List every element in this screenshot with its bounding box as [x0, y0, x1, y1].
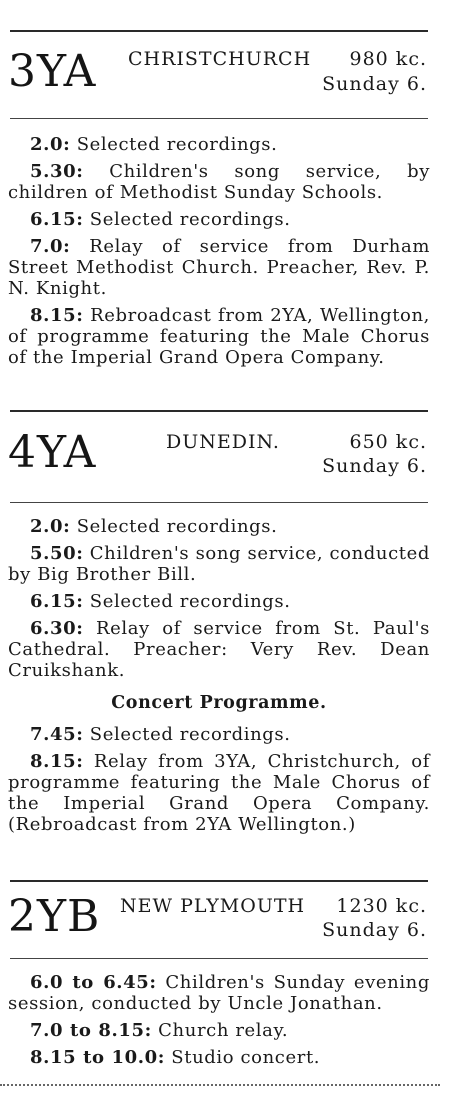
program-entry: [8, 724, 430, 745]
station-callsign: 3YA: [8, 46, 97, 97]
station-city: CHRISTCHURCH: [128, 48, 312, 70]
program-entry: [8, 134, 430, 155]
program-time: 2.0:: [30, 134, 71, 155]
program-entry: [8, 1020, 430, 1041]
station-city: DUNEDIN.: [166, 431, 280, 453]
program-entry: [8, 161, 430, 203]
station-callsign: 4YA: [8, 427, 97, 478]
section-rule: [10, 880, 428, 882]
program-entry: [8, 591, 430, 612]
top-rule: [10, 30, 428, 32]
program-time: 8.15:: [30, 305, 84, 326]
section-rule: [10, 502, 428, 503]
program-entry: [8, 236, 430, 299]
program-text: Rebroadcast from 2YA, Wellington, of programme featuring the Male Chorus of the Imperial Grand Opera Company.: [8, 305, 430, 368]
program-entry: [8, 543, 430, 585]
program-text: Relay from 3YA, Christchurch, of programme featuring the Male Chorus of the Imperial Grand Opera Company. (Rebroadcast from 2YA Wellington.): [8, 751, 430, 835]
program-entry: [8, 209, 430, 230]
program-entry: [8, 751, 430, 835]
program-entry: [8, 972, 430, 1014]
program-list: [8, 134, 430, 374]
program-time: 7.45:: [30, 724, 84, 745]
program-list: [8, 516, 430, 841]
program-entry: [8, 1047, 430, 1068]
program-text: Children's Sunday evening session, conducted by Uncle Jonathan.: [8, 972, 430, 1014]
concert-programme-heading: Concert Programme.: [111, 693, 327, 713]
program-text: Relay of service from St. Paul's Cathedral. Preacher: Very Rev. Dean Cruikshank.: [8, 618, 430, 681]
broadcast-day: Sunday 6.: [322, 73, 427, 95]
section-rule: [10, 958, 428, 959]
broadcast-day: Sunday 6.: [322, 919, 427, 941]
bottom-dotted-rule: [0, 1084, 440, 1086]
section-rule: [10, 410, 428, 412]
program-list: [8, 972, 430, 1074]
program-time: 8.15:: [30, 751, 84, 772]
program-time: 8.15 to 10.0:: [30, 1047, 165, 1068]
broadcast-day: Sunday 6.: [322, 455, 427, 477]
program-text: Selected recordings.: [70, 134, 278, 155]
station-callsign: 2YB: [8, 891, 101, 942]
program-text: Children's song service, conducted by Big Brother Bill.: [8, 543, 430, 585]
program-entry: [8, 516, 430, 537]
program-time: 6.15:: [30, 591, 84, 612]
station-frequency: 1230 kc.: [336, 895, 427, 917]
program-time: 2.0:: [30, 516, 71, 537]
program-text: Selected recordings.: [83, 591, 291, 612]
program-entry: [8, 305, 430, 368]
program-time: 6.15:: [30, 209, 84, 230]
station-frequency: 980 kc.: [349, 48, 427, 70]
program-text: Selected recordings.: [83, 724, 291, 745]
program-time: 6.0 to 6.45:: [30, 972, 157, 993]
program-time: 5.50:: [30, 543, 84, 564]
program-time: 6.30:: [30, 618, 84, 639]
station-city: NEW PLYMOUTH: [120, 895, 306, 917]
program-text: Selected recordings.: [70, 516, 278, 537]
program-text: Children's song service, by children of Methodist Sunday Schools.: [8, 161, 430, 203]
program-time: 5.30:: [30, 161, 84, 182]
station-frequency: 650 kc.: [349, 431, 427, 453]
section-rule: [10, 118, 428, 119]
program-time: 7.0 to 8.15:: [30, 1020, 152, 1041]
program-entry: [8, 618, 430, 681]
program-time: 7.0:: [30, 236, 71, 257]
program-text: Studio concert.: [164, 1047, 321, 1068]
program-text: Church relay.: [151, 1020, 289, 1041]
program-text: Selected recordings.: [83, 209, 291, 230]
program-text: Relay of service from Durham Street Methodist Church. Preacher, Rev. P. N. Knight.: [8, 236, 430, 299]
